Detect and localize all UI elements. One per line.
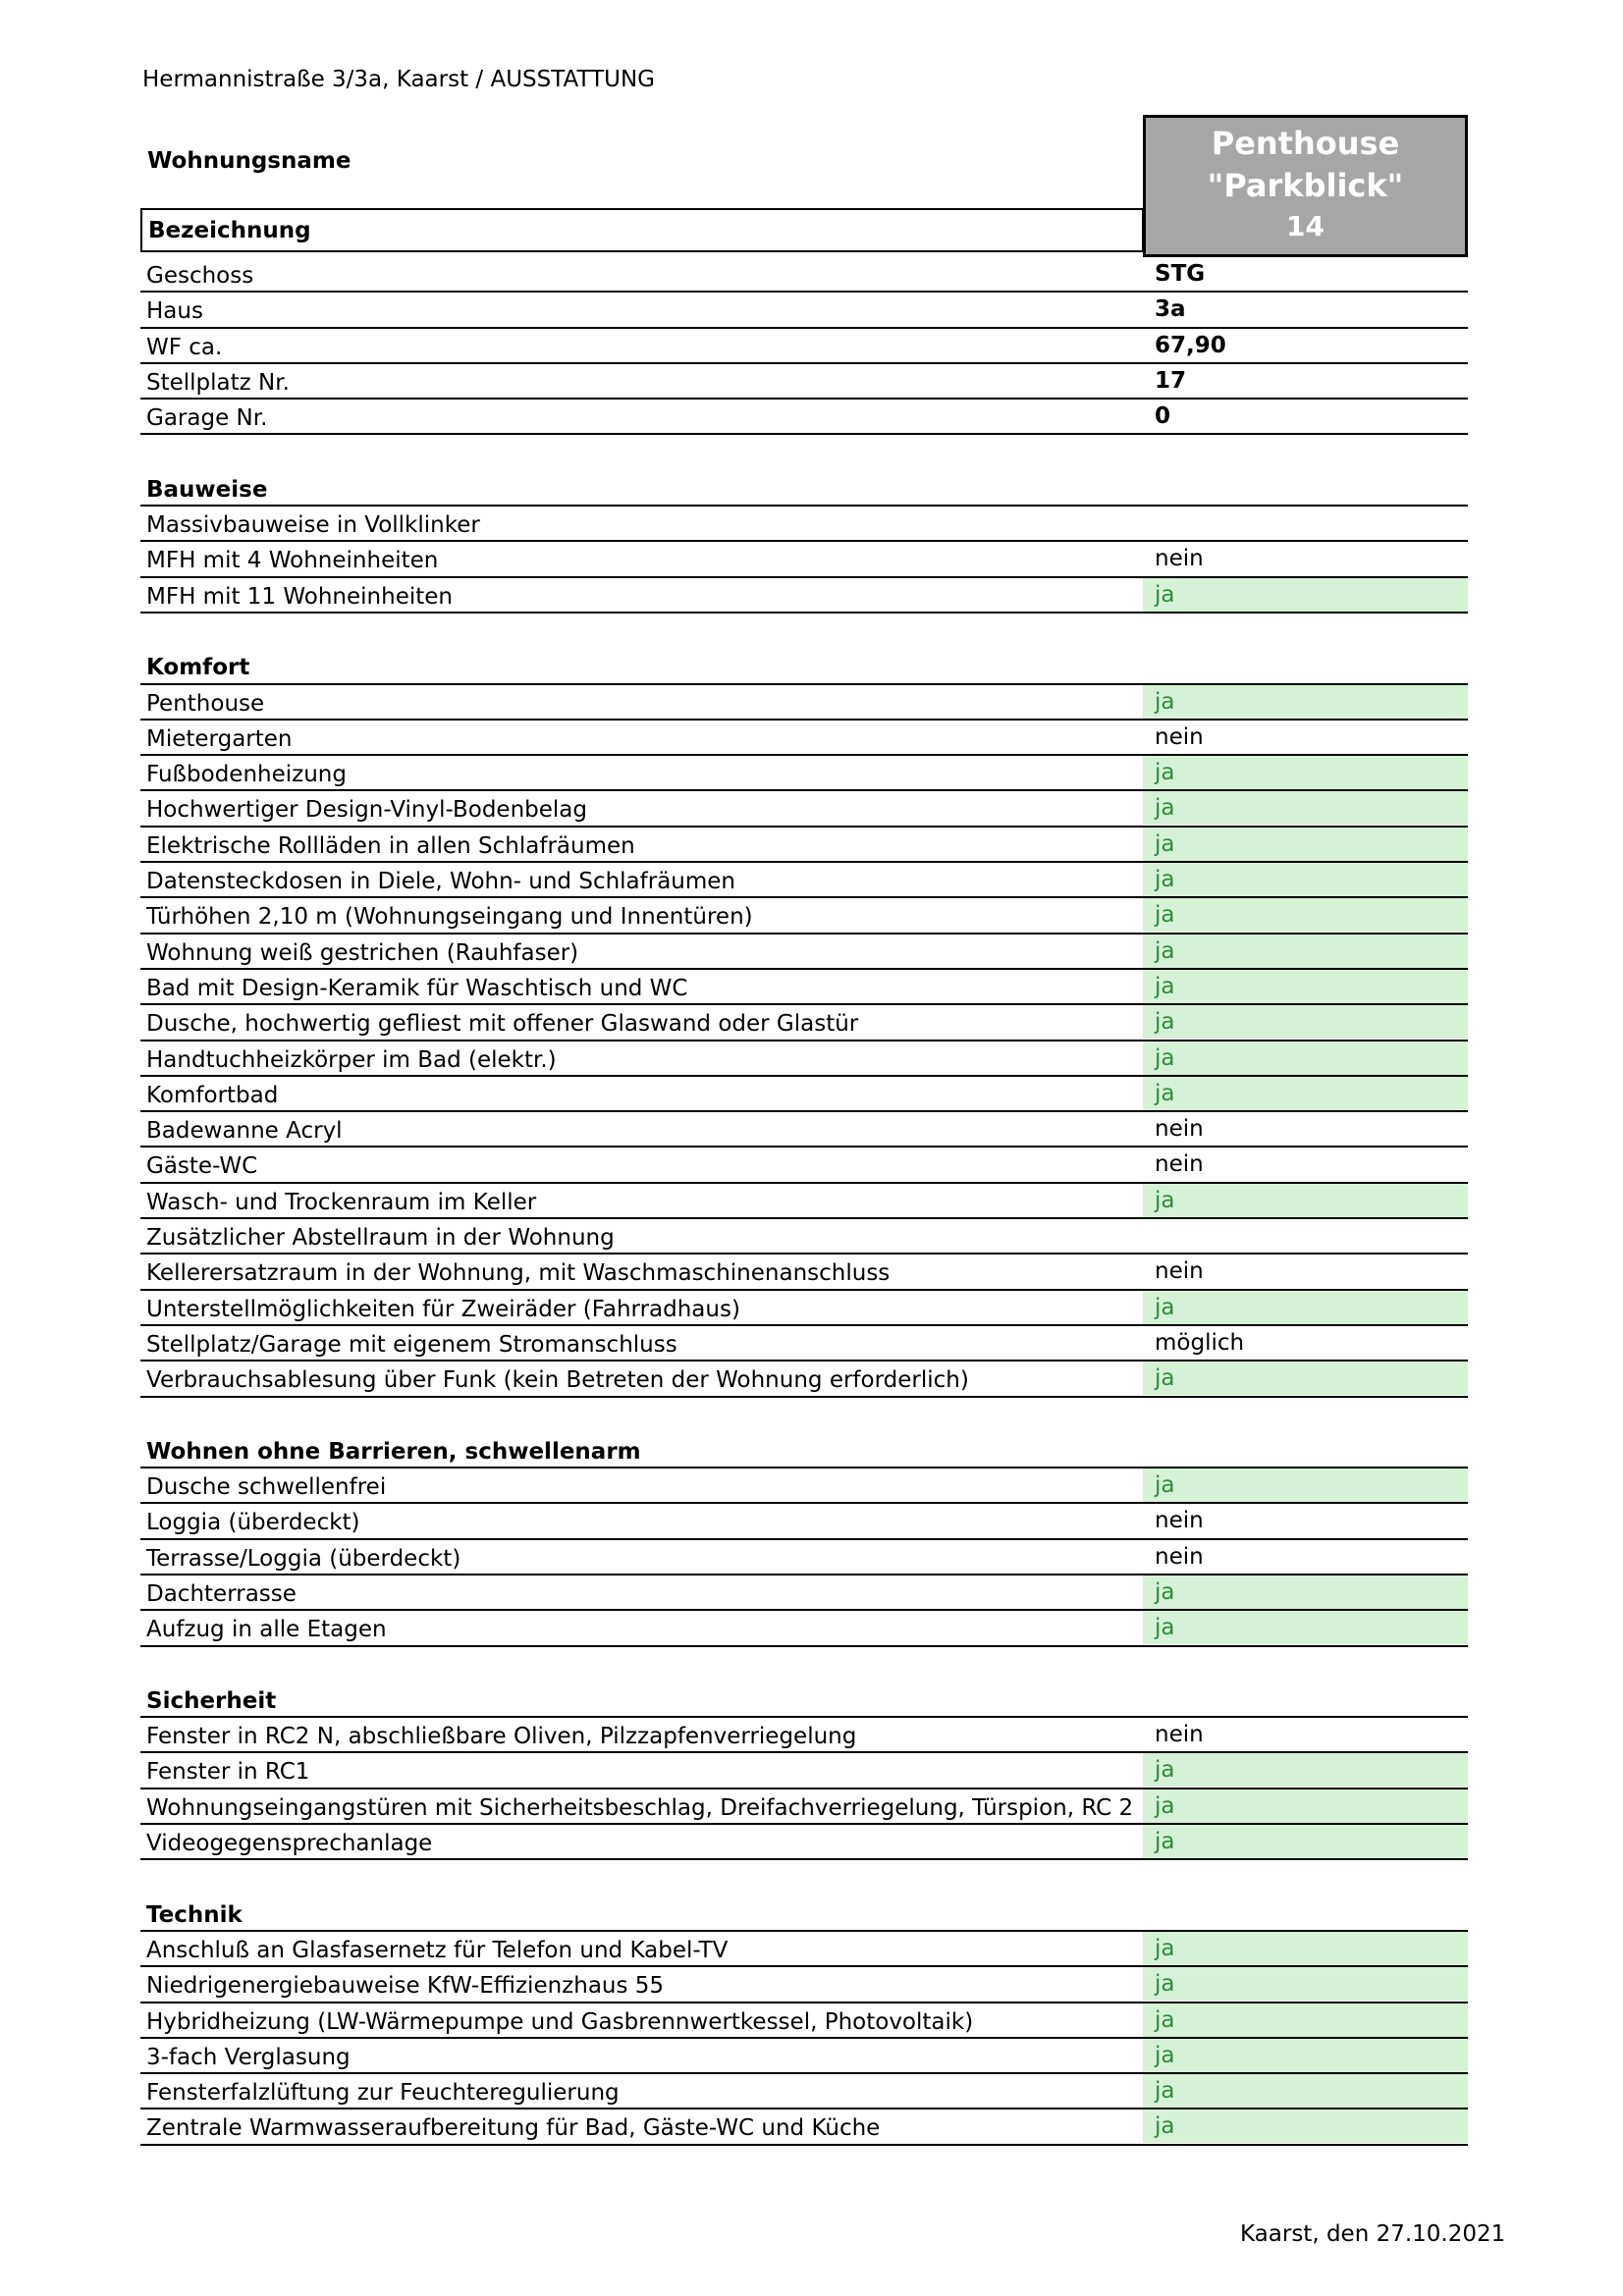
section-header <box>140 649 1468 684</box>
bezeichnung-box <box>140 208 1144 252</box>
row-label: Penthouse <box>146 690 265 717</box>
row-value: nein <box>1155 1151 1204 1178</box>
row-value: 0 <box>1155 403 1171 430</box>
wohnungsname-label: Wohnungsname <box>147 148 352 174</box>
info-row <box>140 257 1468 293</box>
row-label: Dusche, hochwertig gefliest mit offener Glaswand oder Glastür <box>146 1011 859 1038</box>
section-header <box>140 471 1468 507</box>
row-label: WF ca. <box>146 334 223 360</box>
row-value: 3a <box>1155 296 1186 323</box>
row-label: Gäste-WC <box>146 1153 258 1180</box>
row-label: Hybridheizung (LW-Wärmepumpe und Gasbrennwertkessel, Photovoltaik) <box>146 2008 974 2035</box>
section-header <box>140 1433 1468 1468</box>
row-label: Bad mit Design-Keramik für Waschtisch und WC <box>146 975 688 1001</box>
row-label: Verbrauchsablesung über Funk (kein Betreten der Wohnung erforderlich) <box>146 1367 969 1394</box>
row-label: Dachterrasse <box>146 1580 297 1607</box>
section-title: Sicherheit <box>146 1687 277 1714</box>
row-label: 3-fach Verglasung <box>146 2044 351 2070</box>
row-value: nein <box>1155 1508 1204 1534</box>
row-label: Garage Nr. <box>146 405 268 432</box>
row-value: ja <box>1143 863 1468 896</box>
feature-row <box>140 1148 1468 1183</box>
apartment-number: 14 <box>1286 210 1325 242</box>
row-value: ja <box>1143 1291 1468 1324</box>
info-row <box>140 364 1468 400</box>
section-spacer <box>140 1647 1468 1682</box>
feature-row <box>140 1540 1468 1575</box>
feature-row <box>140 898 1468 934</box>
section-title: Bauweise <box>146 476 268 503</box>
row-value: ja <box>1143 2109 1468 2143</box>
row-label: Handtuchheizkörper im Bad (elektr.) <box>146 1046 557 1073</box>
row-value: ja <box>1143 2074 1468 2108</box>
row-label: Anschluß an Glasfasernetz für Telefon und Kabel-TV <box>146 1937 729 1963</box>
feature-row <box>140 1825 1468 1860</box>
row-label: Niedrigenergiebauweise KfW-Effizienzhaus 55 <box>146 1973 665 2000</box>
row-label: Fenster in RC1 <box>146 1759 310 1786</box>
feature-row <box>140 2109 1468 2145</box>
row-label: Geschoss <box>146 263 254 289</box>
row-label: Komfortbad <box>146 1082 279 1108</box>
row-label: Fenster in RC2 N, abschließbare Oliven, Pilzzapfenverriegelung <box>146 1724 857 1750</box>
row-value: 17 <box>1155 367 1187 394</box>
feature-row <box>140 507 1468 542</box>
row-value: nein <box>1155 546 1204 572</box>
section-title: Komfort <box>146 655 250 681</box>
feature-row <box>140 1219 1468 1255</box>
row-value: ja <box>1143 1077 1468 1110</box>
row-label: Massivbauweise in Vollklinker <box>146 512 480 539</box>
feature-row <box>140 970 1468 1005</box>
section-spacer <box>140 614 1468 649</box>
feature-row <box>140 791 1468 827</box>
row-value <box>1143 1219 1468 1253</box>
row-value: nein <box>1155 723 1204 750</box>
row-label: Aufzug in alle Etagen <box>146 1617 387 1643</box>
row-value: ja <box>1143 1184 1468 1217</box>
row-label: Hochwertiger Design-Vinyl-Bodenbelag <box>146 797 587 824</box>
row-value: ja <box>1143 934 1468 968</box>
feature-row <box>140 1932 1468 1967</box>
feature-row <box>140 721 1468 756</box>
row-value: ja <box>1143 1362 1468 1395</box>
feature-row <box>140 2074 1468 2109</box>
row-value: STG <box>1155 261 1206 287</box>
section-header <box>140 1896 1468 1932</box>
section-header <box>140 1682 1468 1718</box>
section-spacer <box>140 1398 1468 1433</box>
row-label: Stellplatz Nr. <box>146 369 290 396</box>
row-value: ja <box>1143 2003 1468 2037</box>
row-value: ja <box>1143 1611 1468 1644</box>
section-spacer <box>140 435 1468 470</box>
row-value: ja <box>1143 756 1468 789</box>
row-value: ja <box>1143 1932 1468 1965</box>
row-label: Loggia (überdeckt) <box>146 1510 360 1536</box>
row-value: ja <box>1143 1753 1468 1787</box>
row-value: ja <box>1143 970 1468 1003</box>
row-label: Elektrische Rollläden in allen Schlafräumen <box>146 832 635 859</box>
row-value: ja <box>1143 791 1468 825</box>
row-label: Wohnungseingangstüren mit Sicherheitsbeschlag, Dreifachverriegelung, Türspion, RC 2 <box>146 1794 1134 1821</box>
row-value: möglich <box>1155 1329 1245 1356</box>
feature-row <box>140 756 1468 791</box>
row-label: Stellplatz/Garage mit eigenem Stromanschluss <box>146 1331 677 1358</box>
row-label: Badewanne Acryl <box>146 1118 343 1145</box>
feature-row <box>140 2039 1468 2074</box>
row-value: ja <box>1143 578 1468 612</box>
info-row <box>140 400 1468 435</box>
feature-row <box>140 1789 1468 1825</box>
row-value: ja <box>1143 1468 1468 1502</box>
feature-row <box>140 1112 1468 1148</box>
feature-row <box>140 1504 1468 1539</box>
row-value: ja <box>1143 1575 1468 1609</box>
row-value <box>1143 507 1468 540</box>
row-label: Datensteckdosen in Diele, Wohn- und Schlafräumen <box>146 869 736 895</box>
row-value: ja <box>1143 898 1468 932</box>
feature-row <box>140 2003 1468 2039</box>
apartment-name: "Parkblick" <box>1207 167 1404 204</box>
feature-row <box>140 934 1468 970</box>
row-label: Fußbodenheizung <box>146 762 347 788</box>
info-row <box>140 293 1468 328</box>
row-label: Kellerersatzraum in der Wohnung, mit Waschmaschinenanschluss <box>146 1260 891 1287</box>
row-value: nein <box>1155 1543 1204 1570</box>
row-label: Türhöhen 2,10 m (Wohnungseingang und Innentüren) <box>146 904 753 931</box>
feature-row <box>140 828 1468 863</box>
info-row <box>140 329 1468 364</box>
row-value: nein <box>1155 1722 1204 1748</box>
section-title: Wohnen ohne Barrieren, schwellenarm <box>146 1438 641 1465</box>
row-label: Zentrale Warmwasseraufbereitung für Bad, Gäste-WC und Küche <box>146 2115 881 2142</box>
feature-row <box>140 578 1468 614</box>
feature-row <box>140 1362 1468 1397</box>
row-value: nein <box>1155 1116 1204 1143</box>
feature-row <box>140 1291 1468 1326</box>
row-value: ja <box>1143 2039 1468 2072</box>
equipment-sheet <box>140 257 1468 2146</box>
row-label: Dusche schwellenfrei <box>146 1474 387 1501</box>
row-label: Fensterfalzlüftung zur Feuchteregulierung <box>146 2080 620 2107</box>
feature-row <box>140 1041 1468 1077</box>
feature-row <box>140 1575 1468 1611</box>
section-title: Technik <box>146 1901 243 1928</box>
row-value: ja <box>1143 828 1468 861</box>
feature-row <box>140 1184 1468 1219</box>
row-value: ja <box>1143 1825 1468 1858</box>
feature-row <box>140 542 1468 577</box>
row-value: ja <box>1143 1005 1468 1039</box>
feature-row <box>140 1753 1468 1789</box>
row-value: ja <box>1143 1967 1468 2001</box>
feature-row <box>140 1967 1468 2002</box>
feature-row <box>140 1077 1468 1112</box>
feature-row <box>140 1255 1468 1290</box>
row-label: Videogegensprechanlage <box>146 1831 433 1857</box>
row-value: nein <box>1155 1258 1204 1285</box>
feature-row <box>140 685 1468 721</box>
section-spacer <box>140 1860 1468 1896</box>
document-title: Hermannistraße 3/3a, Kaarst / AUSSTATTUNG <box>142 67 656 92</box>
feature-row <box>140 863 1468 898</box>
feature-row <box>140 1611 1468 1646</box>
row-label: Mietergarten <box>146 725 293 752</box>
row-value: ja <box>1143 1041 1468 1075</box>
feature-row <box>140 1468 1468 1504</box>
feature-row <box>140 1718 1468 1753</box>
row-value: ja <box>1143 1789 1468 1823</box>
row-label: MFH mit 11 Wohneinheiten <box>146 583 453 610</box>
row-value: ja <box>1143 685 1468 719</box>
row-label: Wasch- und Trockenraum im Keller <box>146 1189 537 1215</box>
row-label: Unterstellmöglichkeiten für Zweiräder (Fahrradhaus) <box>146 1296 740 1322</box>
row-label: Wohnung weiß gestrichen (Rauhfaser) <box>146 939 579 966</box>
row-label: Terrasse/Loggia (überdeckt) <box>146 1545 461 1572</box>
row-label: Haus <box>146 298 203 325</box>
footer-date: Kaarst, den 27.10.2021 <box>1240 2221 1506 2247</box>
bezeichnung-label: Bezeichnung <box>148 218 311 243</box>
feature-row <box>140 1326 1468 1362</box>
row-label: MFH mit 4 Wohneinheiten <box>146 548 439 574</box>
apartment-header-box <box>1143 115 1468 257</box>
row-label: Zusätzlicher Abstellraum in der Wohnung <box>146 1225 615 1252</box>
row-value: 67,90 <box>1155 332 1226 358</box>
apartment-type: Penthouse <box>1211 125 1400 162</box>
feature-row <box>140 1005 1468 1041</box>
